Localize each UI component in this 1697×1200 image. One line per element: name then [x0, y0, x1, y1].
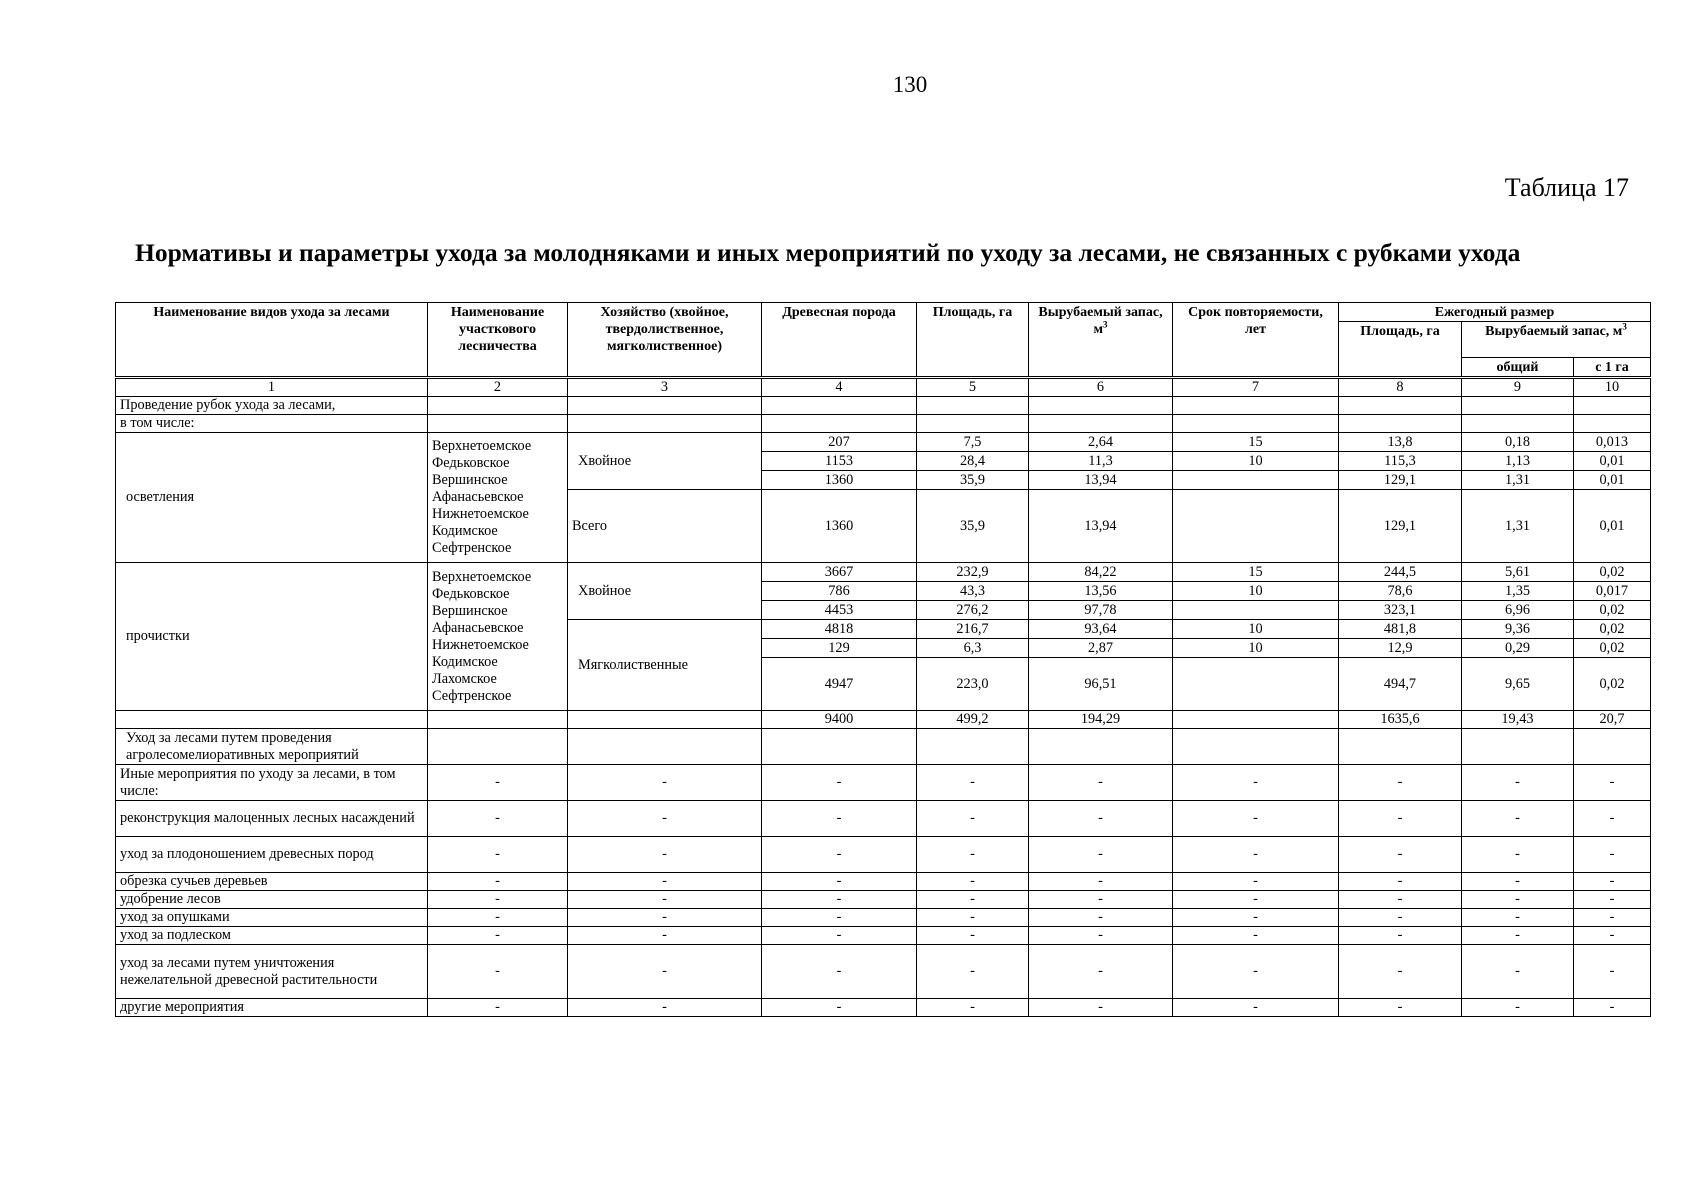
- cell: 232,9: [917, 563, 1029, 582]
- table-row: [116, 999, 1651, 1017]
- cell: 0,02: [1574, 639, 1651, 658]
- header-annual-volume: Вырубаемый запас, $м^3$: [1462, 322, 1651, 358]
- page-number: 130: [892, 72, 928, 97]
- economy-label: Хвойное: [568, 433, 762, 490]
- cell: -: [1462, 999, 1574, 1017]
- cell: [1173, 658, 1339, 711]
- cell: 0,29: [1462, 639, 1574, 658]
- cell: 276,2: [917, 601, 1029, 620]
- cell: 6,96: [1462, 601, 1574, 620]
- colnum: 7: [1173, 378, 1339, 397]
- colnum: 1: [116, 378, 428, 397]
- cell: -: [1339, 999, 1462, 1017]
- row-label-prochistki: прочистки: [116, 563, 428, 711]
- cell: 43,3: [917, 582, 1029, 601]
- colnum: 4: [762, 378, 917, 397]
- cell: -: [428, 945, 568, 999]
- cell: 0,02: [1574, 563, 1651, 582]
- cell: -: [1339, 909, 1462, 927]
- cell: -: [428, 927, 568, 945]
- cell: 4818: [762, 620, 917, 639]
- forestry-list: Верхнетоемское Федьковское Вершинское Афанасьевское Нижнетоемское Кодимское Сефтренское: [428, 433, 568, 563]
- cell: 494,7: [1339, 658, 1462, 711]
- cell: -: [917, 927, 1029, 945]
- cell: -: [1462, 909, 1574, 927]
- cell: -: [917, 909, 1029, 927]
- cell: -: [1574, 909, 1651, 927]
- cell: 10: [1173, 452, 1339, 471]
- cell: -: [1462, 801, 1574, 837]
- cell: 1360: [762, 490, 917, 563]
- cell: 207: [762, 433, 917, 452]
- cell: -: [1339, 765, 1462, 801]
- cell: -: [428, 999, 568, 1017]
- cell: -: [428, 765, 568, 801]
- cell: 10: [1173, 620, 1339, 639]
- forestry-list: Верхнетоемское Федьковское Вершинское Афанасьевское Нижнетоемское Кодимское Лахомское Сефтренское: [428, 563, 568, 711]
- cell: 35,9: [917, 490, 1029, 563]
- cell: -: [1462, 945, 1574, 999]
- header-row-1: [116, 303, 1651, 322]
- row-label: уход за плодоношением древесных пород: [116, 837, 428, 873]
- row-label: Проведение рубок ухода за лесами,: [116, 397, 428, 415]
- row-label: уход за подлеском: [116, 927, 428, 945]
- cell: -: [1574, 999, 1651, 1017]
- cell: 35,9: [917, 471, 1029, 490]
- cell: -: [1339, 801, 1462, 837]
- cell: -: [762, 945, 917, 999]
- cell: -: [1574, 765, 1651, 801]
- cell: 0,18: [1462, 433, 1574, 452]
- cell: -: [1029, 891, 1173, 909]
- cell: 5,61: [1462, 563, 1574, 582]
- cell: 0,017: [1574, 582, 1651, 601]
- row-label: реконструкция малоценных лесных насаждений: [116, 801, 428, 837]
- cell: -: [917, 891, 1029, 909]
- cell: 13,56: [1029, 582, 1173, 601]
- cell: -: [762, 801, 917, 837]
- document-title: Нормативы и параметры ухода за молодняками и иных мероприятий по уходу за лесами, не связанных с рубками ухода: [135, 238, 1521, 267]
- cell: 2,87: [1029, 639, 1173, 658]
- cell: -: [568, 999, 762, 1017]
- norms-table: [115, 302, 1651, 1017]
- header-repeat-period: Срок повторяемости, лет: [1173, 303, 1339, 378]
- header-per-ha: с 1 га: [1574, 358, 1651, 378]
- cell: 2,64: [1029, 433, 1173, 452]
- cell: -: [1574, 801, 1651, 837]
- cell: -: [1029, 909, 1173, 927]
- colnum: 8: [1339, 378, 1462, 397]
- cell: -: [1574, 927, 1651, 945]
- cell: -: [1339, 891, 1462, 909]
- cell: 244,5: [1339, 563, 1462, 582]
- colnum: 6: [1029, 378, 1173, 397]
- cell: -: [568, 837, 762, 873]
- cell: 19,43: [1462, 711, 1574, 729]
- cell: 13,8: [1339, 433, 1462, 452]
- colnum: 9: [1462, 378, 1574, 397]
- cell: 1,13: [1462, 452, 1574, 471]
- cell: -: [917, 837, 1029, 873]
- row-label-osvetleniya: осветления: [116, 433, 428, 563]
- economy-label: Всего: [568, 490, 762, 563]
- cell: 3667: [762, 563, 917, 582]
- cell: -: [1462, 891, 1574, 909]
- economy-label: Хвойное: [568, 563, 762, 620]
- colnum: 5: [917, 378, 1029, 397]
- cell: -: [428, 801, 568, 837]
- cell: 223,0: [917, 658, 1029, 711]
- cell: [1173, 711, 1339, 729]
- cell: -: [1029, 837, 1173, 873]
- cell: -: [1574, 945, 1651, 999]
- cell: 0,01: [1574, 471, 1651, 490]
- cell: -: [762, 891, 917, 909]
- table-row: [116, 927, 1651, 945]
- cell: -: [1029, 927, 1173, 945]
- table-row: [116, 891, 1651, 909]
- cell: -: [428, 909, 568, 927]
- cell: -: [568, 927, 762, 945]
- cell: -: [917, 945, 1029, 999]
- cell: 0,02: [1574, 658, 1651, 711]
- total-row: [116, 711, 1651, 729]
- table-row: [116, 433, 1651, 452]
- cell: -: [1029, 873, 1173, 891]
- cell: -: [428, 837, 568, 873]
- cell: -: [1173, 927, 1339, 945]
- cell: -: [1462, 873, 1574, 891]
- cell: -: [762, 873, 917, 891]
- cell: -: [1173, 873, 1339, 891]
- cell: -: [762, 837, 917, 873]
- cell: 10: [1173, 639, 1339, 658]
- cell: 0,01: [1574, 452, 1651, 471]
- table-row: [116, 415, 1651, 433]
- header-annual-size: Ежегодный размер: [1339, 303, 1651, 322]
- cell: -: [428, 891, 568, 909]
- table-row: [116, 563, 1651, 582]
- cell: 0,01: [1574, 490, 1651, 563]
- cell: -: [762, 927, 917, 945]
- cell: 9,36: [1462, 620, 1574, 639]
- cell: -: [1173, 945, 1339, 999]
- cell: -: [917, 801, 1029, 837]
- cell: 9400: [762, 711, 917, 729]
- header-area: Площадь, га: [917, 303, 1029, 378]
- cell: 4947: [762, 658, 917, 711]
- cell: -: [1173, 909, 1339, 927]
- header-economy: Хозяйство (хвойное, твердолиственное, мягколиственное): [568, 303, 762, 378]
- cell: -: [1462, 837, 1574, 873]
- cell: 78,6: [1339, 582, 1462, 601]
- cell: -: [1173, 891, 1339, 909]
- cell: [1173, 471, 1339, 490]
- cell: 11,3: [1029, 452, 1173, 471]
- cell: 12,9: [1339, 639, 1462, 658]
- cell: -: [568, 873, 762, 891]
- row-label: в том числе:: [116, 415, 428, 433]
- cell: 93,64: [1029, 620, 1173, 639]
- cell: 4453: [762, 601, 917, 620]
- cell: [1173, 601, 1339, 620]
- cell: 96,51: [1029, 658, 1173, 711]
- cell: 1,31: [1462, 490, 1574, 563]
- cell: -: [762, 909, 917, 927]
- cell: -: [1574, 873, 1651, 891]
- cell: 0,02: [1574, 620, 1651, 639]
- header-species: Древесная порода: [762, 303, 917, 378]
- cell: 481,8: [1339, 620, 1462, 639]
- row-label: обрезка сучьев деревьев: [116, 873, 428, 891]
- header-total: общий: [1462, 358, 1574, 378]
- cell: -: [917, 999, 1029, 1017]
- cell: -: [1029, 999, 1173, 1017]
- row-label: удобрение лесов: [116, 891, 428, 909]
- cell: 15: [1173, 563, 1339, 582]
- cell: 129,1: [1339, 490, 1462, 563]
- cell: -: [762, 999, 917, 1017]
- cell: -: [762, 765, 917, 801]
- cell: 499,2: [917, 711, 1029, 729]
- cell: 1,35: [1462, 582, 1574, 601]
- cell: -: [1339, 927, 1462, 945]
- cell: 1,31: [1462, 471, 1574, 490]
- cell: 323,1: [1339, 601, 1462, 620]
- cell: 115,3: [1339, 452, 1462, 471]
- cell: -: [1029, 765, 1173, 801]
- cell: -: [1173, 801, 1339, 837]
- cell: -: [1173, 837, 1339, 873]
- cell: -: [1574, 891, 1651, 909]
- cell: 0,013: [1574, 433, 1651, 452]
- row-label: Иные мероприятия по уходу за лесами, в том числе:: [116, 765, 428, 801]
- cell: -: [1339, 837, 1462, 873]
- cell: 84,22: [1029, 563, 1173, 582]
- cell: 97,78: [1029, 601, 1173, 620]
- cell: 1635,6: [1339, 711, 1462, 729]
- cell: -: [1462, 765, 1574, 801]
- cell: -: [1029, 945, 1173, 999]
- cell: 6,3: [917, 639, 1029, 658]
- header-forestry: Наименование участкового лесничества: [428, 303, 568, 378]
- table-row: [116, 397, 1651, 415]
- table-row: [116, 801, 1651, 837]
- cell: 1153: [762, 452, 917, 471]
- cell: -: [1574, 837, 1651, 873]
- colnum: 10: [1574, 378, 1651, 397]
- table-row: [116, 765, 1651, 801]
- cell: 786: [762, 582, 917, 601]
- table-row: [116, 909, 1651, 927]
- cell: 20,7: [1574, 711, 1651, 729]
- cell: 129: [762, 639, 917, 658]
- cell: 216,7: [917, 620, 1029, 639]
- cell: 129,1: [1339, 471, 1462, 490]
- cell: 1360: [762, 471, 917, 490]
- cell: -: [1339, 945, 1462, 999]
- row-label: Уход за лесами путем проведения агролесомелиоративных мероприятий: [116, 729, 428, 765]
- cell: -: [428, 873, 568, 891]
- economy-label: Мягколиственные: [568, 620, 762, 711]
- cell: 13,94: [1029, 490, 1173, 563]
- table-label: Таблица 17: [1504, 173, 1629, 202]
- cell: 10: [1173, 582, 1339, 601]
- table-row: [116, 873, 1651, 891]
- table-row: [116, 945, 1651, 999]
- cell: -: [568, 945, 762, 999]
- cell: 194,29: [1029, 711, 1173, 729]
- cell: [1173, 490, 1339, 563]
- cell: 28,4: [917, 452, 1029, 471]
- row-label: уход за опушками: [116, 909, 428, 927]
- row-label: другие мероприятия: [116, 999, 428, 1017]
- cell: -: [568, 765, 762, 801]
- row-label: уход за лесами путем уничтожения нежелательной древесной растительности: [116, 945, 428, 999]
- cell: -: [917, 873, 1029, 891]
- cell: -: [568, 909, 762, 927]
- cell: -: [1029, 801, 1173, 837]
- header-annual-area: Площадь, га: [1339, 322, 1462, 378]
- colnum: 2: [428, 378, 568, 397]
- header-volume: Вырубаемый запас, $м^3$: [1029, 303, 1173, 378]
- cell: -: [568, 891, 762, 909]
- cell: 13,94: [1029, 471, 1173, 490]
- cell: -: [1339, 873, 1462, 891]
- header-activity-type: Наименование видов ухода за лесами: [116, 303, 428, 378]
- cell: -: [1173, 999, 1339, 1017]
- table-row: [116, 729, 1651, 765]
- table-row: [116, 837, 1651, 873]
- cell: 9,65: [1462, 658, 1574, 711]
- cell: 7,5: [917, 433, 1029, 452]
- cell: 15: [1173, 433, 1339, 452]
- cell: 0,02: [1574, 601, 1651, 620]
- colnum: 3: [568, 378, 762, 397]
- cell: -: [568, 801, 762, 837]
- cell: -: [1173, 765, 1339, 801]
- column-number-row: [116, 378, 1651, 397]
- cell: -: [1462, 927, 1574, 945]
- cell: -: [917, 765, 1029, 801]
